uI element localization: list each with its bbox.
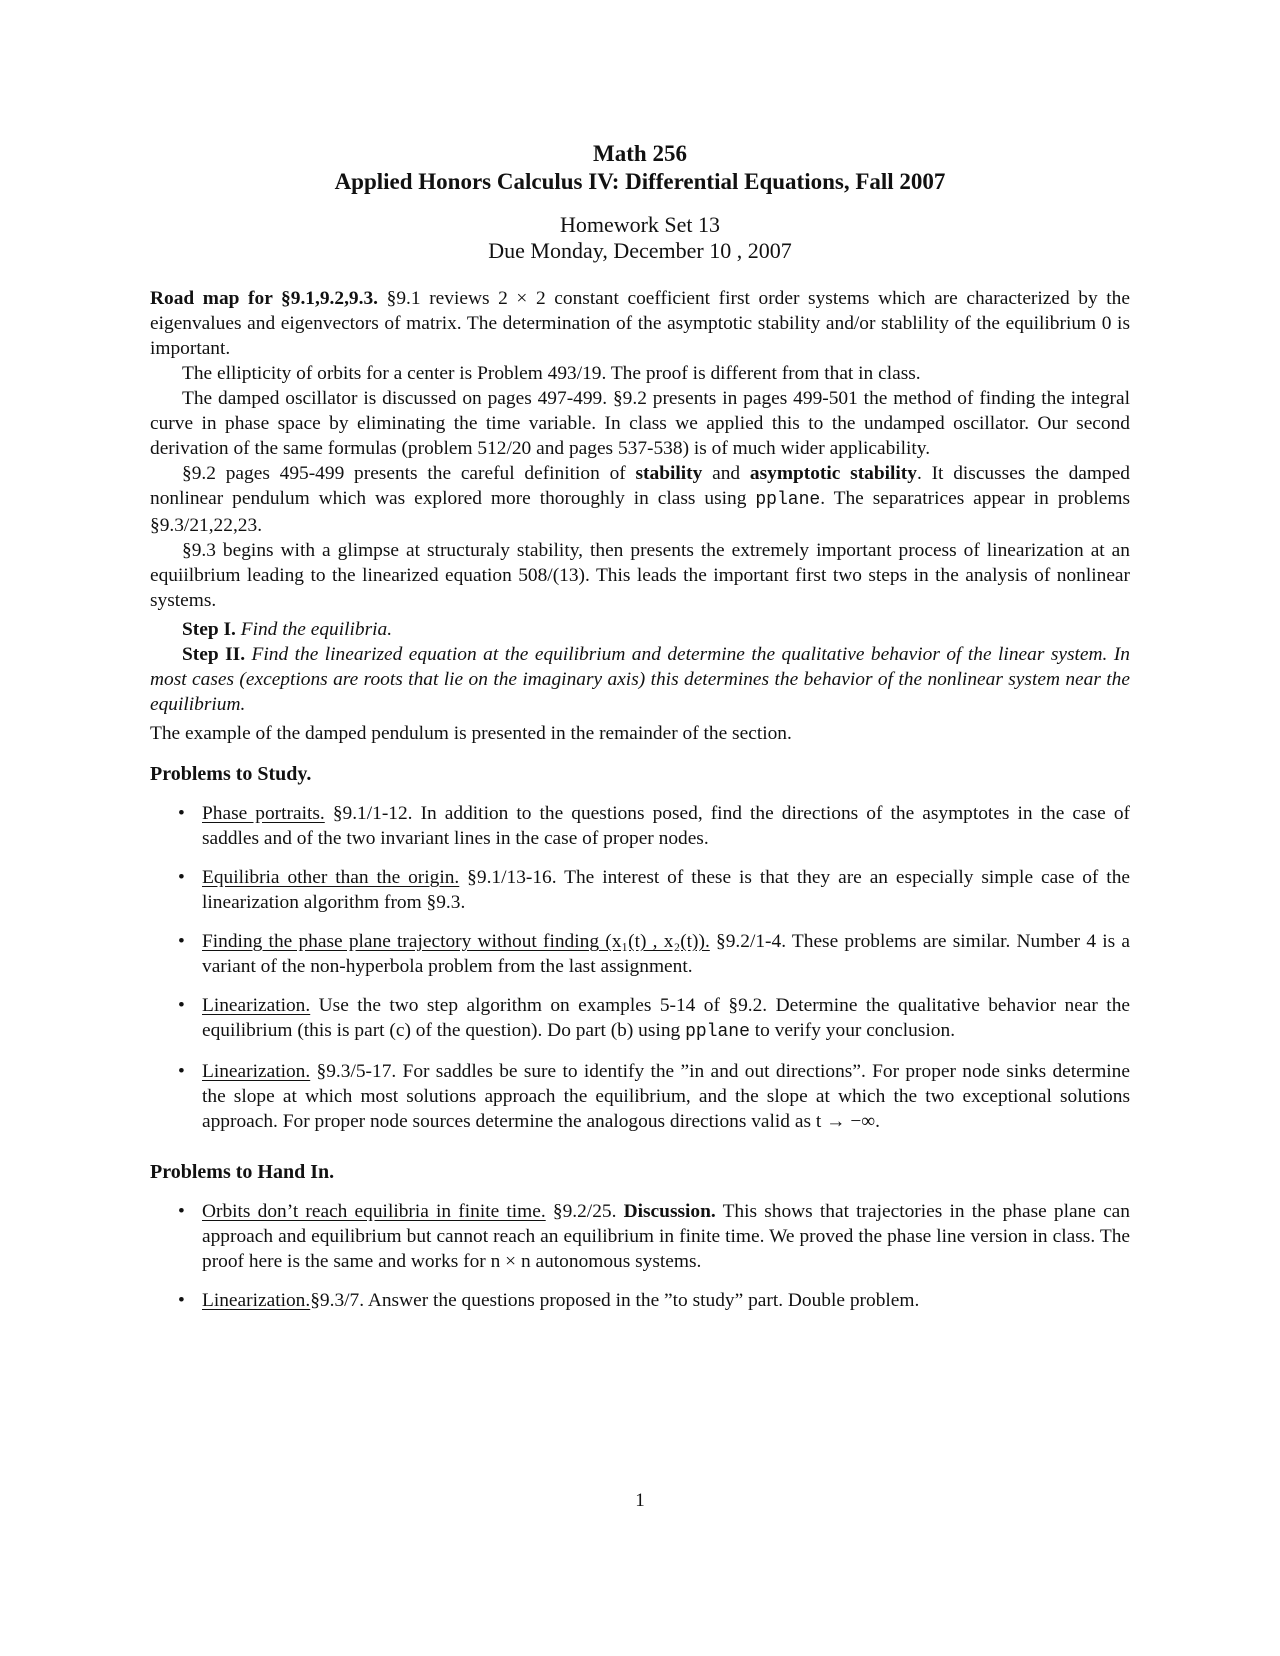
handin-heading: Problems to Hand In. (150, 1161, 335, 1183)
item-text: to verify your conclusion. (749, 1020, 956, 1041)
text-span: §9.2 pages 495-499 presents the careful definition of (182, 463, 636, 484)
list-item (150, 929, 1130, 979)
roadmap-paragraph-5: §9.3 begins with a glimpse at structuraly stability, then presents the extremely important process of linearization at an equiilbrium leading to the linearized equation 508/(13). This leads the important first two steps in the analysis of nonlinear systems. (150, 540, 1130, 611)
bullet-icon: • (178, 1290, 185, 1311)
step-1-label: Step I. (182, 619, 236, 640)
item-text: §9.3/7. Answer the questions proposed in the ”to study” part. Double problem. (310, 1290, 920, 1311)
study-heading: Problems to Study. (150, 763, 312, 785)
step-2-label: Step II. (182, 644, 246, 665)
list-item (150, 865, 1130, 915)
handin-list (150, 1199, 1130, 1313)
item-title: Phase portraits. (202, 803, 325, 824)
document-page (150, 140, 1130, 1327)
item-title: Finding the phase plane trajectory without finding (x₁(t) , x₂(t)). (202, 931, 710, 952)
item-text: §9.2/1-4. These problems are similar. Number 4 is a variant of the non-hyperbola problem from the last assignment. (202, 931, 1130, 977)
stability-term: stability (635, 463, 703, 484)
roadmap-paragraph-1 (150, 286, 1130, 361)
pplane-code: pplane (685, 1022, 750, 1042)
pplane-code: pplane (755, 490, 821, 510)
step-2 (150, 642, 1130, 717)
asymptotic-stability-term: asymptotic stability (749, 463, 917, 484)
list-item (150, 801, 1130, 851)
discussion-label: Discussion. (623, 1201, 716, 1222)
roadmap-lead: Road map for §9.1,9.2,9.3. (150, 288, 379, 309)
item-title: Equilibria other than the origin. (202, 867, 460, 888)
roadmap-text-1: §9.1 reviews 2 × 2 constant coefficient first order systems which are characterized by the eigenvalues and eigenvectors of matrix. The determination of the asymptotic stability and/or stablility of the equilibrium 0 is important. (150, 288, 1130, 359)
roadmap-paragraph-4 (150, 461, 1130, 538)
item-title: Linearization. (202, 1290, 311, 1311)
bullet-icon: • (178, 931, 185, 952)
list-item (150, 1199, 1130, 1274)
item-text: This shows that trajectories in the phase plane can approach and equilibrium but cannot reach an equilibrium in finite time. We proved the phase line version in class. The proof here is the same and works for n × n autonomous systems. (202, 1201, 1130, 1272)
list-item (150, 1288, 1130, 1313)
bullet-icon: • (178, 803, 185, 824)
homework-set: Homework Set 13 (559, 212, 721, 237)
text-span: . It discusses the damped nonlinear pendulum which was explored more thoroughly in class using (150, 463, 1130, 509)
step-1 (150, 617, 1130, 642)
step-2-text: Find the linearized equation at the equilibrium and determine the qualitative behavior of the linear system. In most cases (exceptions are roots that lie on the imaginary axis) this determines the behavior of the nonlinear system near the equilibrium. (150, 644, 1131, 715)
roadmap-paragraph-6: The example of the damped pendulum is presented in the remainder of the section. (150, 723, 792, 744)
list-item (150, 993, 1130, 1045)
page-number: 1 (635, 1490, 645, 1511)
text-span: and (702, 463, 750, 484)
item-title: Linearization. (202, 1061, 311, 1082)
bullet-icon: • (178, 1061, 185, 1082)
bullet-icon: • (178, 995, 185, 1016)
course-subtitle: Applied Honors Calculus IV: Differential Equations, Fall 2007 (334, 169, 946, 194)
item-text: §9.3/5-17. For saddles be sure to identify the ”in and out directions”. For proper node sinks determine the slope at which most solutions approach the equilibrium, and the slope at which the two exceptional solutions approach. For proper node sources determine the analogous directions valid as t → −∞. (202, 1061, 1130, 1132)
study-list (150, 801, 1130, 1134)
item-title: Linearization. (202, 995, 311, 1016)
item-text: §9.1/13-16. The interest of these is that they are an especially simple case of the linearization algorithm from §9.3. (202, 867, 1130, 913)
item-title: Orbits don’t reach equilibria in finite time. (202, 1201, 546, 1222)
due-date: Due Monday, December 10 , 2007 (488, 238, 792, 263)
bullet-icon: • (178, 867, 185, 888)
roadmap-paragraph-2: The ellipticity of orbits for a center is Problem 493/19. The proof is different from that in class. (182, 363, 921, 384)
item-text: §9.1/1-12. In addition to the questions posed, find the directions of the asymptotes in the case of saddles and of the two invariant lines in the case of proper nodes. (202, 803, 1130, 849)
bullet-icon: • (178, 1201, 185, 1222)
step-1-text: Find the equilibria. (240, 619, 393, 640)
roadmap-paragraph-3: The damped oscillator is discussed on pages 497-499. §9.2 presents in pages 499-501 the method of finding the integral curve in phase space by eliminating the time variable. In class we applied this to the undamped oscillator. Our second derivation of the same formulas (problem 512/20 and pages 537-538) is of much wider applicability. (150, 388, 1130, 459)
item-text: Use the two step algorithm on examples 5-14 of §9.2. Determine the qualitative behavior near the equilibrium (this is part (c) of the question). Do part (b) using (202, 995, 1130, 1041)
text-span: . The separatrices appear in problems §9.3/21,22,23. (150, 488, 1130, 536)
list-item (150, 1059, 1130, 1134)
item-text: §9.2/25. (545, 1201, 624, 1222)
course-title: Math 256 (593, 141, 687, 166)
